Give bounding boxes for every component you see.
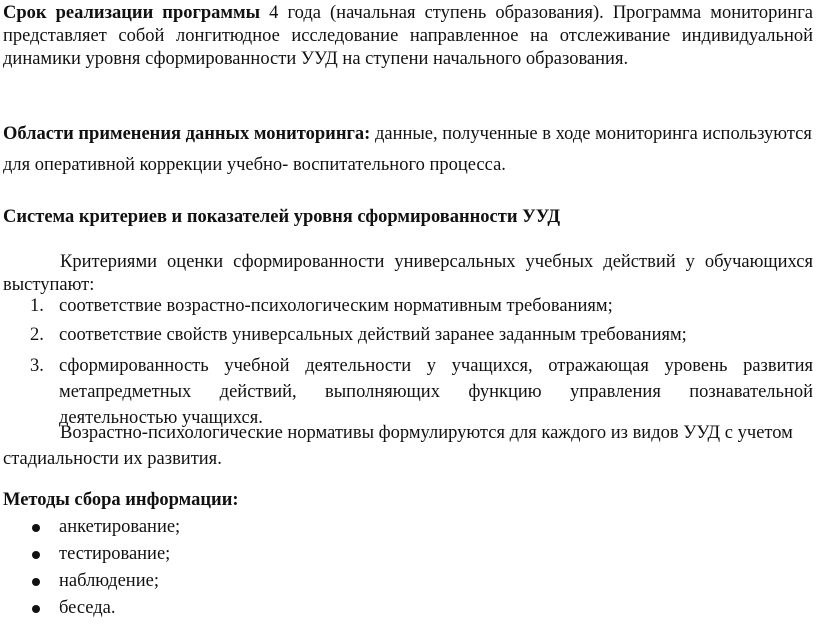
- criteria-intro-paragraph: [3, 251, 813, 297]
- list-item-text: соответствие свойств универсальных действий заранее заданным требованиям;: [59, 325, 687, 345]
- methods-list: [0, 516, 813, 624]
- program-term-label: Срок реализации программы: [3, 3, 261, 23]
- bullet-icon: [32, 578, 40, 586]
- application-scope-paragraph: [3, 119, 813, 181]
- methods-list-item: [0, 570, 813, 597]
- list-number: 1.: [30, 296, 44, 316]
- norms-text: Возрастно-психологические нормативы формулируются для каждого из видов УУД с учетом стадиальности их развития.: [3, 423, 793, 469]
- criteria-list: [0, 295, 813, 431]
- norms-paragraph: [3, 420, 813, 472]
- list-number: 3.: [30, 356, 44, 376]
- program-term-paragraph: [3, 2, 813, 71]
- methods-list-item: [0, 597, 813, 624]
- criteria-intro-text: Критериями оценки сформированности универсальных учебных действий у обучающихся выступают:: [3, 252, 813, 295]
- list-item-text: анкетирование;: [59, 517, 181, 537]
- methods-list-item: [0, 516, 813, 543]
- list-item-text: соответствие возрастно-психологическим нормативным требованиям;: [59, 296, 613, 316]
- program-term-text: 4 года (начальная ступень образования). Программа мониторинга представляет собой лонгитюдное исследование направленное на отслеживание индивидуальной динамики уровня сформированности УУД на ступени начального образования.: [3, 3, 813, 69]
- list-item-text: наблюдение;: [59, 571, 159, 591]
- criteria-heading: Система критериев и показателей уровня сформированности УУД: [3, 207, 561, 227]
- criteria-list-item: [0, 324, 813, 353]
- methods-heading: Методы сбора информации:: [3, 490, 239, 510]
- bullet-icon: [32, 605, 40, 613]
- list-item-text: тестирование;: [59, 544, 171, 564]
- application-scope-label: Области применения данных мониторинга:: [3, 124, 371, 144]
- list-item-text: беседа.: [59, 598, 116, 618]
- application-scope-text: данные, полученные в ходе мониторинга используются для оперативной коррекции учебно- воспитательного процесса.: [3, 124, 812, 175]
- bullet-icon: [32, 524, 40, 532]
- list-item-text: сформированность учебной деятельности у учащихся, отражающая уровень развития метапредметных действий, выполняющих функцию управления познавательной деятельностью учащихся.: [59, 356, 813, 428]
- bullet-icon: [32, 551, 40, 559]
- criteria-list-item: [0, 295, 813, 324]
- list-number: 2.: [30, 325, 44, 345]
- methods-list-item: [0, 543, 813, 570]
